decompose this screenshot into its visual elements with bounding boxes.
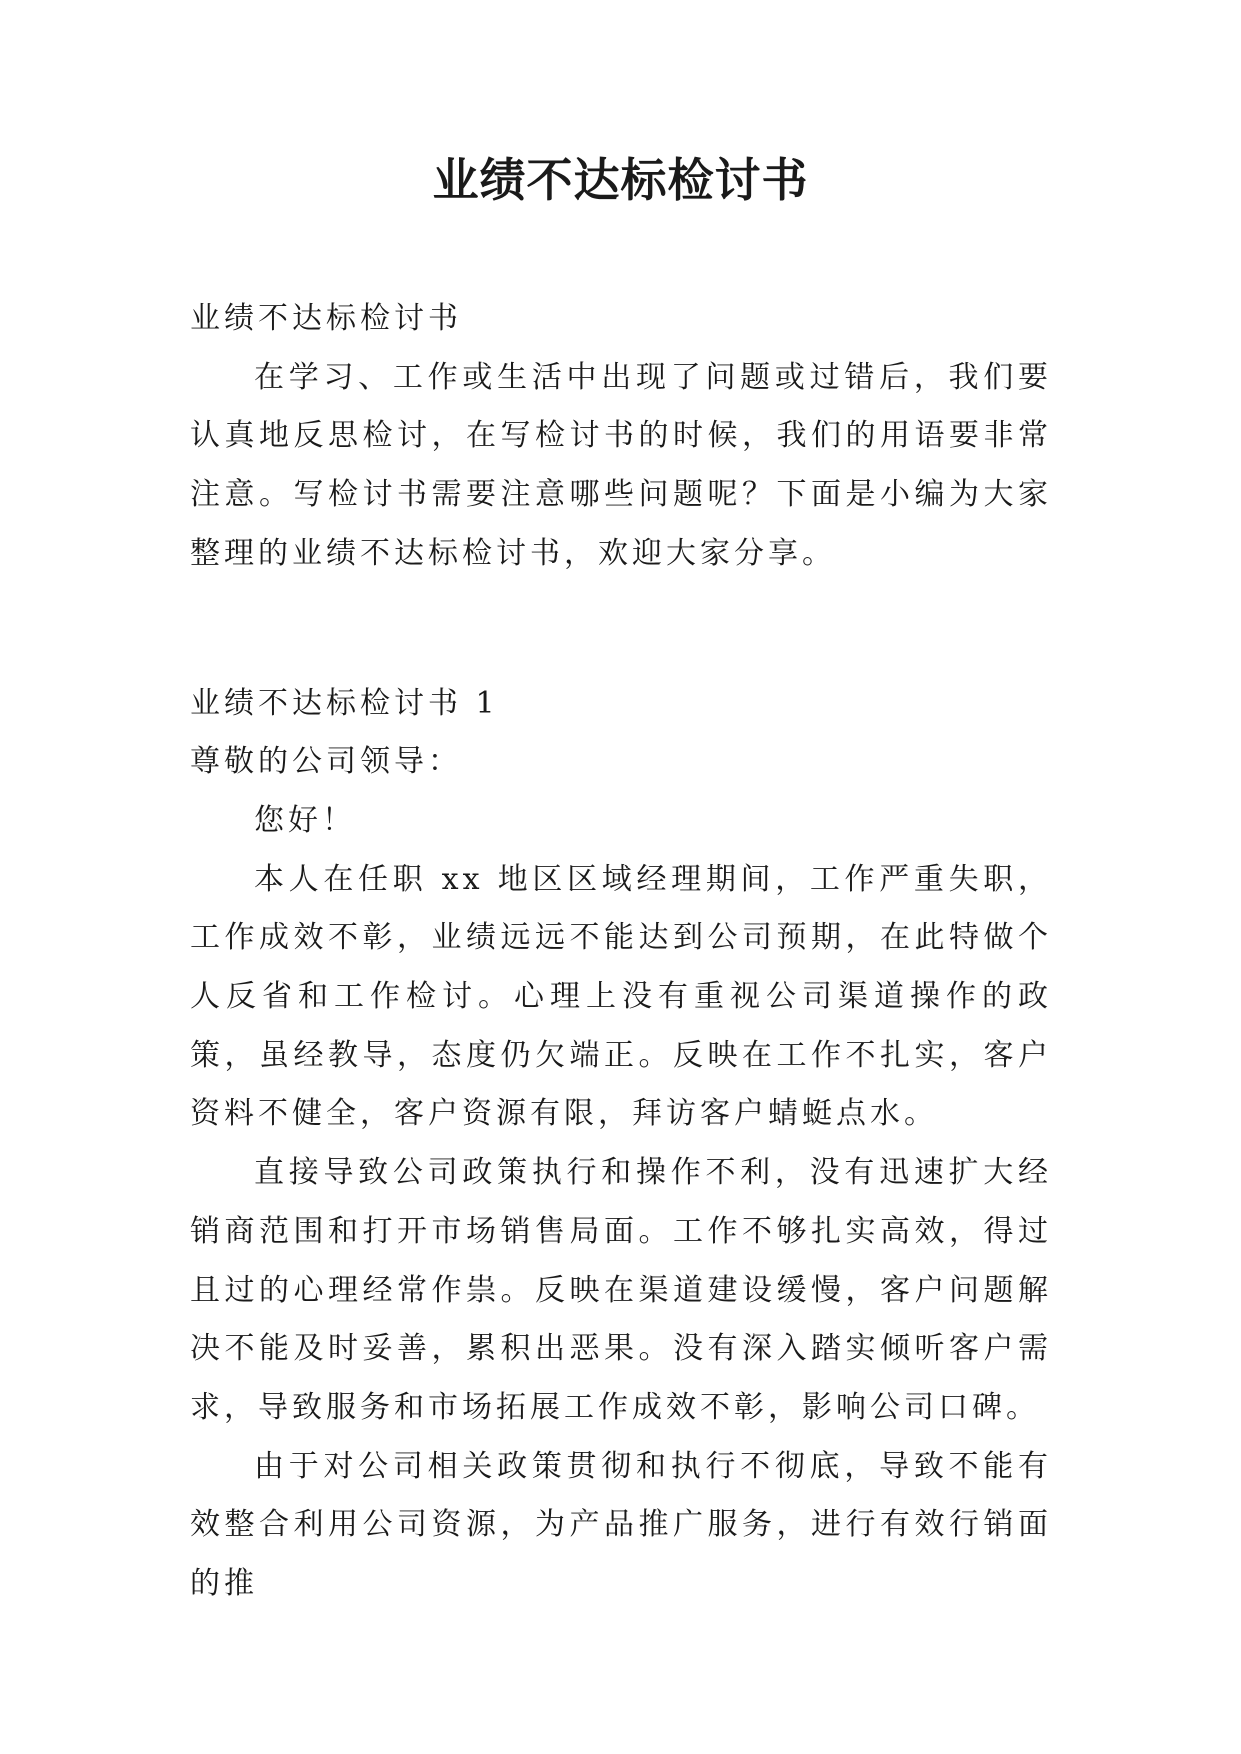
body-paragraph: 由于对公司相关政策贯彻和执行不彻底，导致不能有效整合利用公司资源，为产品推广服务，进行有效行销面的推 [190,1448,1052,1602]
document-body [190,290,1052,1614]
greeting: 您好！ [254,802,356,838]
subtitle-line: 业绩不达标检讨书 [190,301,462,336]
section-spacer [190,584,1052,675]
body-paragraph: 直接导致公司政策执行和操作不利，没有迅速扩大经销商范围和打开市场销售局面。工作不够扎实高效，得过且过的心理经常作祟。反映在渠道建设缓慢，客户问题解决不能及时妥善，累积出恶果。没有深入踏实倾听客户需求，导致服务和市场拓展工作成效不彰，影响公司口碑。 [190,1155,1052,1425]
intro-paragraph: 在学习、工作或生活中出现了问题或过错后，我们要认真地反思检讨，在写检讨书的时候，我们的用语要非常注意。写检讨书需要注意哪些问题呢？下面是小编为大家整理的业绩不达标检讨书，欢迎大家分享。 [190,359,1052,571]
body-paragraph: 本人在任职 xx 地区区域经理期间，工作严重失职，工作成效不彰，业绩远远不能达到公司预期，在此特做个人反省和工作检讨。心理上没有重视公司渠道操作的政策，虽经教导，态度仍欠端正。反映在工作不扎实，客户资料不健全，客户资源有限，拜访客户蜻蜓点水。 [190,861,1052,1132]
document-title: 业绩不达标检讨书 [432,153,809,207]
section-heading: 业绩不达标检讨书 1 [190,685,499,721]
salutation: 尊敬的公司领导： [190,744,462,780]
